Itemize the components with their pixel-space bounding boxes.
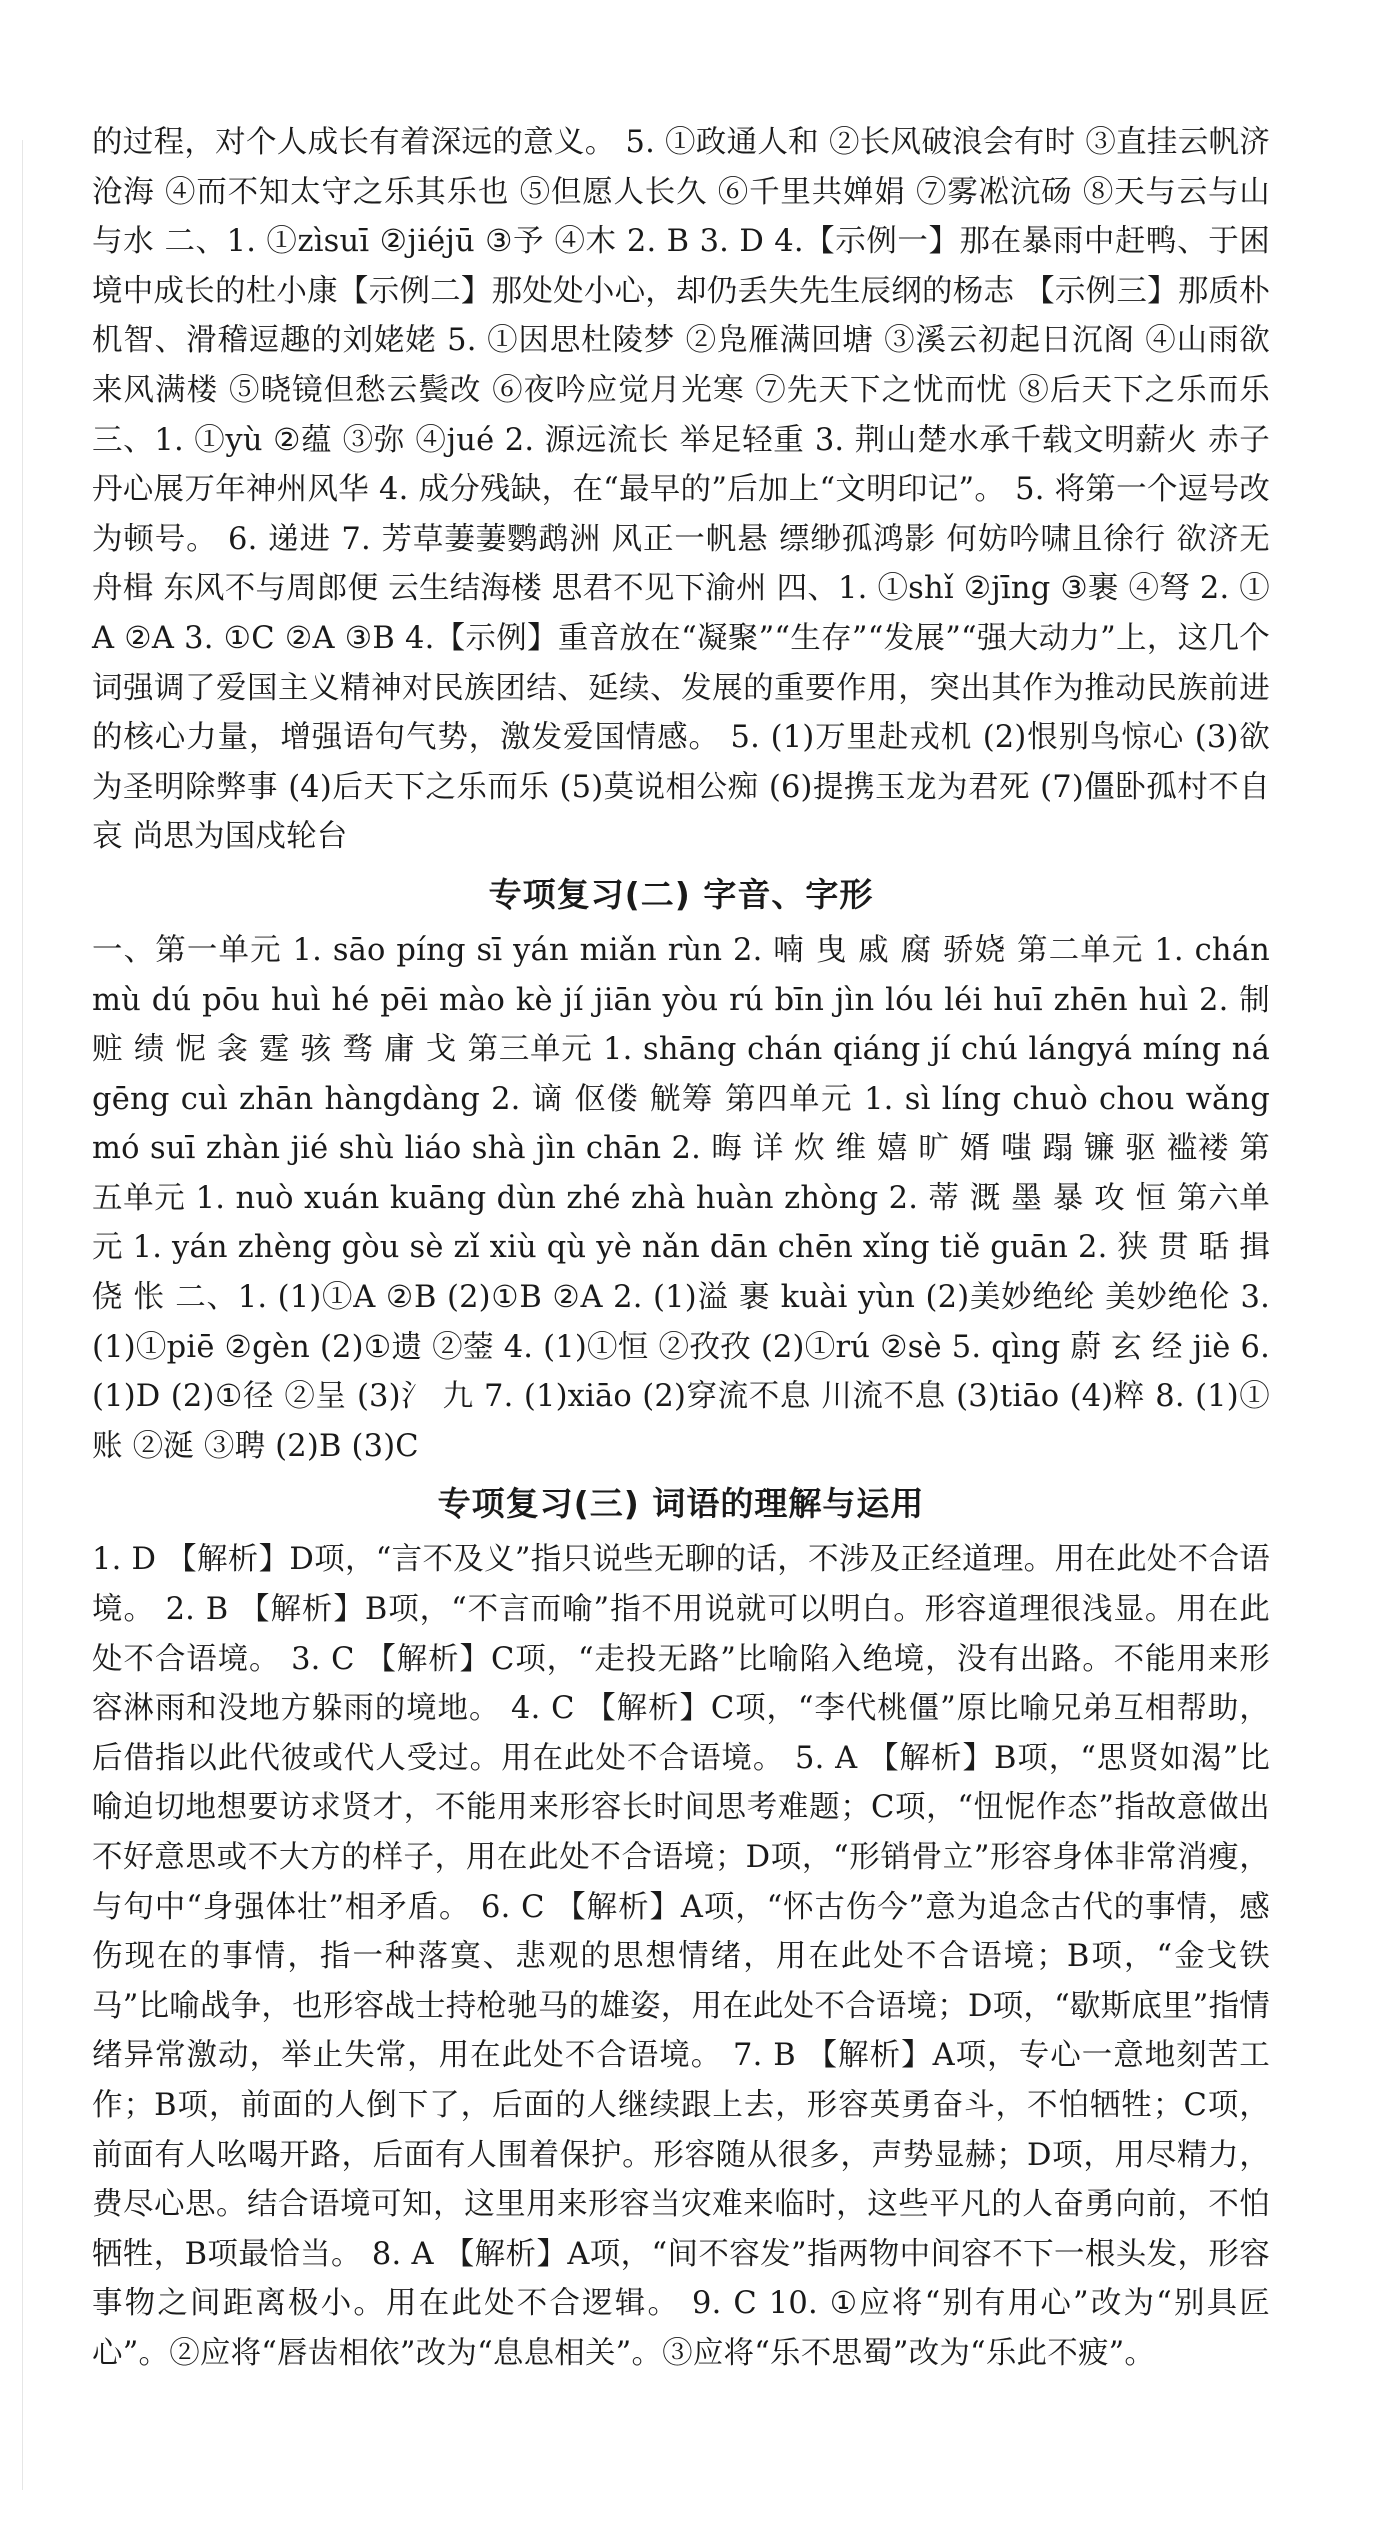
section1-answers: 的过程，对个人成长有着深远的意义。 5. ①政通人和 ②长风破浪会有时 ③直挂云帆济沧海 ④而不知太守之乐其乐也 ⑤但愿人长久 ⑥千里共婵娟 ⑦雾凇沆砀 ⑧天与云与山与水 二、1. ①zìsuī ②jiéjū ③予 ④木 2. B 3. D 4.【示例一】那在暴雨中赶鸭、于困境中成长的杜小康【示例二】那处处小心，却仍丢失先生辰纲的杨志 【示例三】那质朴机智、滑稽逗趣的刘姥姥 5. ①因思杜陵梦 ②凫雁满回塘 ③溪云初起日沉阁 ④山雨欲来风满楼 ⑤晓镜但愁云鬓改 ⑥夜吟应觉月光寒 ⑦先天下之忧而忧 ⑧后天下之乐而乐 三、1. ①yù ②蕴 ③弥 ④jué 2. 源远流长 举足轻重 3. 荆山楚水承千载文明薪火 赤子丹心展万年神州风华 4. 成分残缺，在“最早的”后加上“文明印记”。 5. 将第一个逗号改为顿号。 6. 递进 7. 芳草萋萋鹦鹉洲 风正一帆悬 缥缈孤鸿影 何妨吟啸且徐行 欲济无舟楫 东风不与周郎便 云生结海楼 思君不见下渝州 四、1. ①shǐ ②jīng ③裹 ④弩 2. ①A ②A 3. ①C ②A ③B 4.【示例】重音放在“凝聚”“生存”“发展”“强大动力”上，这几个词强调了爱国主义精神对民族团结、延续、发展的重要作用，突出其作为推动民族前进的核心力量，增强语句气势，激发爱国情感。 5. (1)万里赴戎机 (2)恨别鸟惊心 (3)欲为圣明除弊事 (4)后天下之乐而乐 (5)莫说相公痴 (6)提携玉龙为君死 (7)僵卧孤村不自哀 尚思为国戍轮台 bbox=[92, 125, 1270, 855]
section2-answers: 一、第一单元 1. sāo píng sī yán miǎn rùn 2. 喃 曳 戚 腐 骄娆 第二单元 1. chán mù dú pōu huì hé pēi mào kè jí jiān yòu rú bīn jìn lóu léi huī zhēn huì 2. 制 赃 绩 怩 衾 霆 骇 骛 庸 戈 第三单元 1. shāng chán qiáng jí chú lángyá míng ná gēng cuì zhān hàngdàng 2. 谪 伛偻 觥筹 第四单元 1. sì líng chuò chou wǎng mó suī zhàn jié shù liáo shà jìn chān 2. 晦 详 炊 维 嬉 旷 婿 嗤 蹋 镰 驱 褴褛 第五单元 1. nuò xuán kuāng dùn zhé zhà huàn zhòng 2. 蒂 溉 墨 暴 攻 恒 第六单元 1. yán zhèng gòu sè zǐ xiù qù yè nǎn dān chēn xǐng tiě guān 2. 狭 贯 聒 揖 侥 怅 二、1. (1)①A ②B (2)①B ②A 2. (1)溢 裹 kuài yùn (2)美妙绝纶 美妙绝伦 3. (1)①piē ②gèn (2)①遗 ②蓥 4. (1)①恒 ②孜孜 (2)①rú ②sè 5. qìng 蔚 玄 经 jiè 6. (1)D (2)①径 ②呈 (3)氵 九 7. (1)xiāo (2)穿流不息 川流不息 (3)tiāo (4)粹 8. (1)①账 ②涎 ③聘 (2)B (3)C bbox=[92, 932, 1270, 1464]
section3-answers: 1. D 【解析】D项，“言不及义”指只说些无聊的话，不涉及正经道理。用在此处不合语境。 2. B 【解析】B项，“不言而喻”指不用说就可以明白。形容道理很浅显。用在此处不合语境。 3. C 【解析】C项，“走投无路”比喻陷入绝境，没有出路。不能用来形容淋雨和没地方躲雨的境地。 4. C 【解析】C项，“李代桃僵”原比喻兄弟互相帮助，后借指以此代彼或代人受过。用在此处不合语境。 5. A 【解析】B项，“思贤如渴”比喻迫切地想要访求贤才，不能用来形容长时间思考难题；C项，“忸怩作态”指故意做出不好意思或不大方的样子，用在此处不合语境；D项，“形销骨立”形容身体非常消瘦，与句中“身强体壮”相矛盾。 6. C 【解析】A项，“怀古伤今”意为追念古代的事情，感伤现在的事情，指一种落寞、悲观的思想情绪，用在此处不合语境；B项，“金戈铁马”比喻战争，也形容战士持枪驰马的雄姿，用在此处不合语境；D项，“歇斯底里”指情绪异常激动，举止失常，用在此处不合语境。 7. B 【解析】A项，专心一意地刻苦工作；B项，前面的人倒下了，后面的人继续跟上去，形容英勇奋斗，不怕牺牲；C项，前面有人吆喝开路，后面有人围着保护。形容随从很多，声势显赫；D项，用尽精力，费尽心思。结合语境可知，这里用来形容当灾难来临时，这些平凡的人奋勇向前，不怕牺牲，B项最恰当。 8. A 【解析】A项，“间不容发”指两物中间容不下一根头发，形容事物之间距离极小。用在此处不合逻辑。 9. C 10. ①应将“别有用心”改为“别具匠心”。②应将“唇齿相依”改为“息息相关”。③应将“乐不思蜀”改为“乐此不疲”。 bbox=[92, 1542, 1270, 2371]
section2-title: 专项复习(二) 字音、字形 bbox=[488, 874, 874, 914]
section3-title: 专项复习(三) 词语的理解与运用 bbox=[437, 1484, 925, 1524]
answer-page bbox=[92, 118, 1270, 2379]
page-left-edge bbox=[22, 140, 23, 2490]
